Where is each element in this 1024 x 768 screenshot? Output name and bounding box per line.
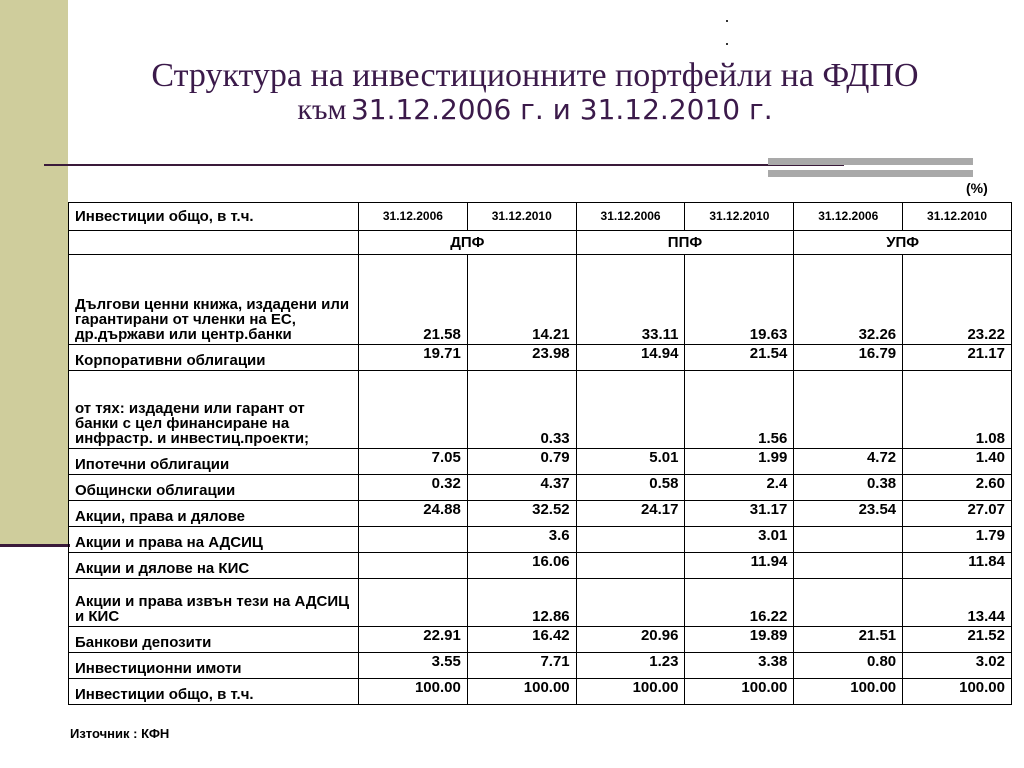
value-cell: 16.42 [467,627,576,653]
value-cell: 24.88 [359,501,468,527]
table-row [69,553,1012,579]
row-label: Банкови депозити [69,627,359,653]
source-note: Източник : КФН [70,726,170,741]
header-date: 31.12.2006 [359,203,468,231]
value-cell: 0.33 [467,371,576,449]
value-cell: 7.05 [359,449,468,475]
row-label: Корпоративни облигации [69,345,359,371]
value-cell: 33.11 [576,255,685,345]
row-label: от тях: издадени или гарант от банки с цел финансиране на инфрастр. и инвестиц.проекти; [69,371,359,449]
value-cell [359,527,468,553]
row-label: Общински облигации [69,475,359,501]
value-cell: 14.21 [467,255,576,345]
value-cell: 24.17 [576,501,685,527]
value-cell: 7.71 [467,653,576,679]
value-cell: 32.26 [794,255,903,345]
value-cell: 19.63 [685,255,794,345]
left-decorative-rule [0,544,70,547]
value-cell: 0.58 [576,475,685,501]
value-cell: 21.51 [794,627,903,653]
table-row [69,627,1012,653]
table-row [69,475,1012,501]
value-cell: 32.52 [467,501,576,527]
value-cell: 23.22 [903,255,1012,345]
table-row [69,501,1012,527]
value-cell: 5.01 [576,449,685,475]
value-cell: 16.79 [794,345,903,371]
value-cell: 23.54 [794,501,903,527]
value-cell: 100.00 [576,679,685,705]
empty-cell [69,231,359,255]
header-date: 31.12.2006 [576,203,685,231]
row-label: Ипотечни облигации [69,449,359,475]
value-cell: 21.52 [903,627,1012,653]
decorative-dot [726,20,728,22]
value-cell [576,553,685,579]
value-cell: 2.60 [903,475,1012,501]
value-cell: 16.06 [467,553,576,579]
value-cell: 31.17 [685,501,794,527]
value-cell: 0.32 [359,475,468,501]
header-date: 31.12.2010 [685,203,794,231]
value-cell: 19.89 [685,627,794,653]
value-cell [359,579,468,627]
value-cell: 16.22 [685,579,794,627]
value-cell: 21.17 [903,345,1012,371]
row-label: Дългови ценни книжа, издадени или гарантирани от членки на ЕС, др.държави или центр.банки [69,255,359,345]
value-cell: 4.72 [794,449,903,475]
value-cell [576,579,685,627]
value-cell: 19.71 [359,345,468,371]
left-decorative-band [0,0,68,545]
value-cell [576,371,685,449]
table-header-groups-row [69,231,1012,255]
row-label: Акции и права извън тези на АДСИЦ и КИС [69,579,359,627]
value-cell: 0.80 [794,653,903,679]
title-line-1: Структура на инвестиционните портфейли на ФДПО [151,57,919,94]
value-cell: 1.56 [685,371,794,449]
value-cell: 0.79 [467,449,576,475]
row-label: Акции и права на АДСИЦ [69,527,359,553]
header-date: 31.12.2006 [794,203,903,231]
value-cell [794,579,903,627]
value-cell: 100.00 [903,679,1012,705]
header-date: 31.12.2010 [903,203,1012,231]
row-label: Акции, права и дялове [69,501,359,527]
value-cell: 3.38 [685,653,794,679]
title-line-2-dates: 31.12.2006 г. и 31.12.2010 г. [350,92,773,126]
value-cell: 22.91 [359,627,468,653]
table-row [69,679,1012,705]
value-cell: 1.23 [576,653,685,679]
value-cell: 14.94 [576,345,685,371]
value-cell: 27.07 [903,501,1012,527]
table-header-dates-row [69,203,1012,231]
value-cell: 4.37 [467,475,576,501]
value-cell [794,527,903,553]
value-cell: 21.58 [359,255,468,345]
row-label: Инвестиции общо, в т.ч. [69,679,359,705]
value-cell: 1.99 [685,449,794,475]
decorative-gray-bar [768,158,973,165]
value-cell: 13.44 [903,579,1012,627]
value-cell: 1.79 [903,527,1012,553]
portfolio-structure-table [68,202,1012,705]
title-line-2-prefix: към [297,92,347,126]
table-header-label: Инвестиции общо, в т.ч. [69,203,359,231]
title-divider [44,164,844,166]
header-date: 31.12.2010 [467,203,576,231]
table-row [69,371,1012,449]
row-label: Инвестиционни имоти [69,653,359,679]
group-header-dpf: ДПФ [359,231,577,255]
value-cell: 100.00 [467,679,576,705]
value-cell: 2.4 [685,475,794,501]
table-row [69,579,1012,627]
value-cell: 100.00 [794,679,903,705]
value-cell: 11.94 [685,553,794,579]
value-cell: 20.96 [576,627,685,653]
value-cell: 23.98 [467,345,576,371]
value-cell: 21.54 [685,345,794,371]
value-cell: 1.08 [903,371,1012,449]
value-cell: 100.00 [685,679,794,705]
value-cell [359,371,468,449]
value-cell: 100.00 [359,679,468,705]
decorative-gray-bar [768,170,973,177]
value-cell [576,527,685,553]
table-row [69,653,1012,679]
value-cell: 11.84 [903,553,1012,579]
row-label: Акции и дялове на КИС [69,553,359,579]
group-header-ppf: ППФ [576,231,794,255]
value-cell: 1.40 [903,449,1012,475]
value-cell [794,371,903,449]
slide-title [70,58,1000,125]
value-cell [794,553,903,579]
value-cell: 3.6 [467,527,576,553]
table-row [69,345,1012,371]
value-cell: 12.86 [467,579,576,627]
value-cell: 3.01 [685,527,794,553]
value-cell: 3.02 [903,653,1012,679]
decorative-dot [726,43,728,45]
table-row [69,255,1012,345]
value-cell [359,553,468,579]
table-row [69,527,1012,553]
value-cell: 0.38 [794,475,903,501]
value-cell: 3.55 [359,653,468,679]
table-row [69,449,1012,475]
unit-label: (%) [966,180,988,196]
group-header-upf: УПФ [794,231,1012,255]
